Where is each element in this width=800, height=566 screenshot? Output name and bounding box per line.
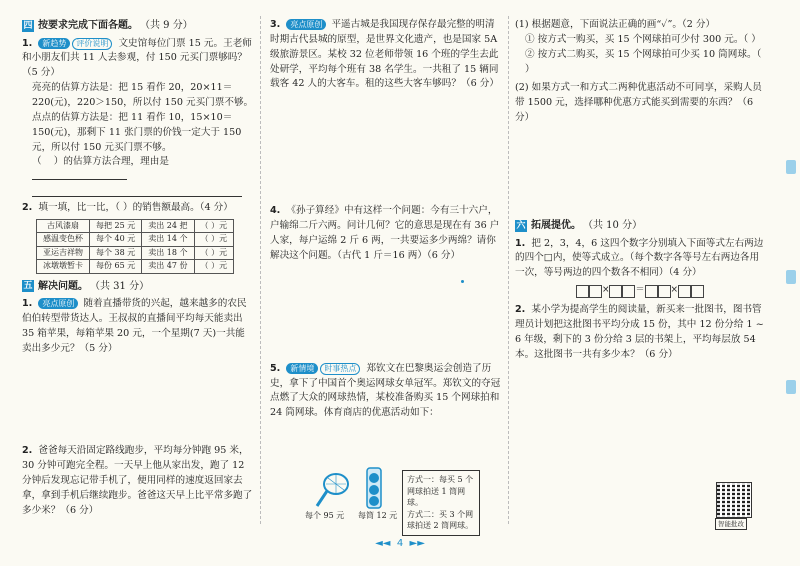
column-left (22, 18, 254, 523)
diandian-method: 点点的估算方法是：把 11 看作 10，15×10＝150(元)，那剩下 11 张门票的价钱一定大于 150 元，所以付 150 元买门票不够。 (32, 111, 242, 153)
section-4-header (22, 18, 254, 34)
question-number: 2. (22, 202, 33, 214)
sales-table (36, 219, 234, 274)
table-cell[interactable]: （ ）元 (194, 260, 234, 273)
prev-arrow-icon[interactable]: ◄◄ (375, 538, 391, 549)
table-row (37, 260, 234, 273)
digit-box[interactable] (589, 285, 602, 298)
section-5-header (22, 279, 254, 295)
question-5-4 (270, 204, 502, 263)
question-text: 平遥古城是我国现存保存最完整的明清时期古代县城的原型，是世界文化遗产，也是国家 5A 级旅游景区。某校 32 位老师带领 16 个班的学生去此处研学，平均每个班有 38 名学生。一共租了 15 辆同载客 42 人的大客车。租的这些大客车够吗？（6 分） (270, 19, 499, 90)
offer-2: 方式二：买 3 个网球拍送 2 筒网球。 (407, 509, 474, 531)
question-5-3 (270, 18, 502, 92)
question-5-5 (270, 362, 502, 421)
digit-box[interactable] (678, 285, 691, 298)
tennis-racket-icon (312, 470, 352, 510)
page-number: 4 (396, 538, 404, 549)
table-cell[interactable]: （ ）元 (194, 233, 234, 246)
question-number: 1. (22, 298, 33, 310)
sub-question-number: (1) (515, 19, 529, 30)
table-row (37, 246, 234, 259)
table-row (37, 233, 234, 246)
table-cell: 卖出 47 份 (142, 260, 194, 273)
hot-topic-tag: 时事热点 (320, 363, 360, 375)
table-cell: 每份 65 元 (90, 260, 142, 273)
question-number: 1. (515, 237, 526, 249)
question-5-5-2 (515, 81, 765, 126)
original-tag: 亮点原创 (38, 298, 78, 309)
question-4-2 (22, 201, 254, 273)
page-footer (0, 536, 800, 552)
question-text: 如果方式一和方式二两种优惠活动不可同享，采购人员带 1500 元，选择哪种优惠方式能买到需要的东西？（6 分） (515, 82, 762, 124)
table-cell[interactable]: （ ）元 (194, 246, 234, 259)
racket-price: 每个 95 元 (305, 511, 345, 520)
table-cell: 卖出 24 把 (142, 219, 194, 232)
table-cell: 卖出 14 个 (142, 233, 194, 246)
question-number: 1. (22, 37, 33, 49)
times-sign: × (601, 285, 610, 296)
column-right (515, 18, 765, 366)
section-points: （共 10 分） (583, 220, 643, 232)
context-tag: 新情境 (286, 363, 318, 374)
question-5-5-1 (515, 18, 765, 77)
column-divider (260, 16, 261, 524)
qr-label: 智能批改 (715, 518, 747, 530)
question-text: 《孙子算经》中有这样一个问题：今有三十六户，户输绵二斤六两。问计几何？它的意思是现在有 36 户人家，每户运绵 2 斤 6 两，一共要运多少两绵？请你解决这个问题。（古代 1 斤＝16 两）（6 分） (270, 205, 500, 261)
eval-tag: 评价说明 (72, 38, 112, 50)
fill-paren: （ (32, 156, 42, 168)
question-number: 2. (515, 304, 526, 316)
digit-box[interactable] (576, 285, 589, 298)
digit-box[interactable] (645, 285, 658, 298)
equation-boxes (515, 284, 765, 298)
fill-text: ）的估算方法合理，理由是 (53, 156, 169, 168)
question-5-1 (22, 297, 254, 356)
offer-box (402, 470, 480, 536)
question-text: 爸爸每天沿固定路线跑步，平均每分钟跑 95 米，30 分钟可跑完全程。一天早上他从家出发，跑了 12 分钟后发现忘记带手机了，便用同样的速度返回家去拿，拿到手机后继续跑步。爸爸这天早上比平常多跑了多少米？（6 分） (22, 445, 253, 516)
digit-box[interactable] (622, 285, 635, 298)
question-6-2 (515, 303, 765, 362)
table-row (37, 219, 234, 232)
liangliang-method: 亮亮的估算方法是：把 15 看作 20，20×11＝220(元)，220＞150，所以付 150 元买门票不够。 (32, 82, 254, 108)
section-number: 六 (516, 220, 526, 231)
answer-line (22, 155, 254, 197)
table-cell: 每个 40 元 (90, 233, 142, 246)
dot-mark (461, 280, 464, 283)
next-arrow-icon[interactable]: ►► (409, 538, 425, 549)
question-text: 根据题意，下面说法正确的画“✓”。（2 分） (531, 19, 716, 30)
equals-sign: ＝ (635, 285, 645, 296)
side-tab (786, 270, 796, 284)
question-text: 填一填，比一比，（ ）的销售额最高。（4 分） (38, 202, 233, 214)
ball-price: 每筒 12 元 (358, 511, 398, 520)
table-cell: 感温变色杯 (37, 233, 90, 246)
table-cell: 每个 38 元 (90, 246, 142, 259)
question-number: 5. (270, 362, 281, 374)
section-title: 解决问题。 (38, 280, 88, 292)
table-cell[interactable]: （ ）元 (194, 219, 234, 232)
offer-1: 方式一：每买 5 个网球拍送 1 筒网球。 (407, 475, 474, 508)
question-number: 3. (270, 19, 281, 30)
digit-box[interactable] (609, 285, 622, 298)
reason-blank[interactable] (32, 170, 127, 180)
table-cell: 古风漆扇 (37, 219, 90, 232)
times-sign: × (670, 285, 679, 296)
qr-code-icon[interactable] (716, 482, 752, 518)
column-divider (508, 16, 509, 524)
question-text: 把 2，3，4，6 这四个数字分别填入下面等式左右两边的四个□内，使等式成立。（每个数字各等号左右两边各用一次，等号两边的四个数各不相同）（4 分） (515, 237, 764, 279)
reason-blank-2[interactable] (32, 186, 242, 197)
section-title: 拓展提优。 (531, 220, 581, 232)
original-tag: 亮点原创 (286, 19, 326, 30)
section-number: 四 (23, 20, 33, 31)
table-cell: 亚运吉祥物 (37, 246, 90, 259)
table-cell: 每把 25 元 (90, 219, 142, 232)
sub-question-number: (2) (515, 82, 529, 94)
section-points: （共 31 分） (90, 280, 150, 292)
statement-b[interactable]: ② 按方式二购买，买 15 个网球拍可少买 10 筒网球。（ ） (525, 48, 762, 75)
question-text: 文史馆每位门票 15 元。王老师和小朋友们共 11 人去参观，付 150 元买门票够吗？（5 分） (22, 37, 252, 79)
digit-box[interactable] (691, 285, 704, 298)
side-tab (786, 380, 796, 394)
section-6-header (515, 218, 765, 234)
question-text: 郑钦文在巴黎奥运会创造了历史，拿下了中国首个奥运网球女单冠军。郑钦文的夺冠点燃了大众的网球热情，某校准备购买 15 个网球拍和 24 筒网球。体育商店的优惠活动如下： (270, 362, 501, 419)
side-tab (786, 160, 796, 174)
section-points: （共 9 分） (140, 20, 193, 31)
question-number: 4. (270, 205, 281, 217)
section-number: 五 (23, 281, 33, 292)
section-title: 按要求完成下面各题。 (38, 20, 138, 31)
column-middle (270, 18, 502, 425)
question-5-2 (22, 444, 254, 518)
question-text: 某小学为提高学生的阅读量，新买来一批图书，图书管理员计划把这批图书平均分成 15 份，其中 12 份分给 1 ~ 6 年级，剩下的 3 份分给 3 层的书架上，平均每层放 54 本。这批图书一共有多少本？（6 分） (515, 304, 764, 360)
table-cell: 卖出 18 个 (142, 246, 194, 259)
statement-a[interactable]: ① 按方式一购买，买 15 个网球拍可少付 300 元。（ ） (525, 33, 761, 45)
question-text: 随着直播带货的兴起，越来越多的农民伯伯转型带货达人。王叔叔的直播间平均每天能卖出 35 箱苹果，每箱苹果 20 元，一个星期(7 天)一共能卖出多少元？（5 分） (22, 298, 247, 354)
tennis-ball-tube-icon (364, 466, 384, 510)
digit-box[interactable] (658, 285, 671, 298)
table-cell: 冰墩墩暂卡 (37, 260, 90, 273)
question-4-1 (22, 37, 254, 198)
trend-tag: 新趋势 (38, 38, 70, 49)
question-number: 2. (22, 445, 33, 457)
question-6-1 (515, 237, 765, 299)
